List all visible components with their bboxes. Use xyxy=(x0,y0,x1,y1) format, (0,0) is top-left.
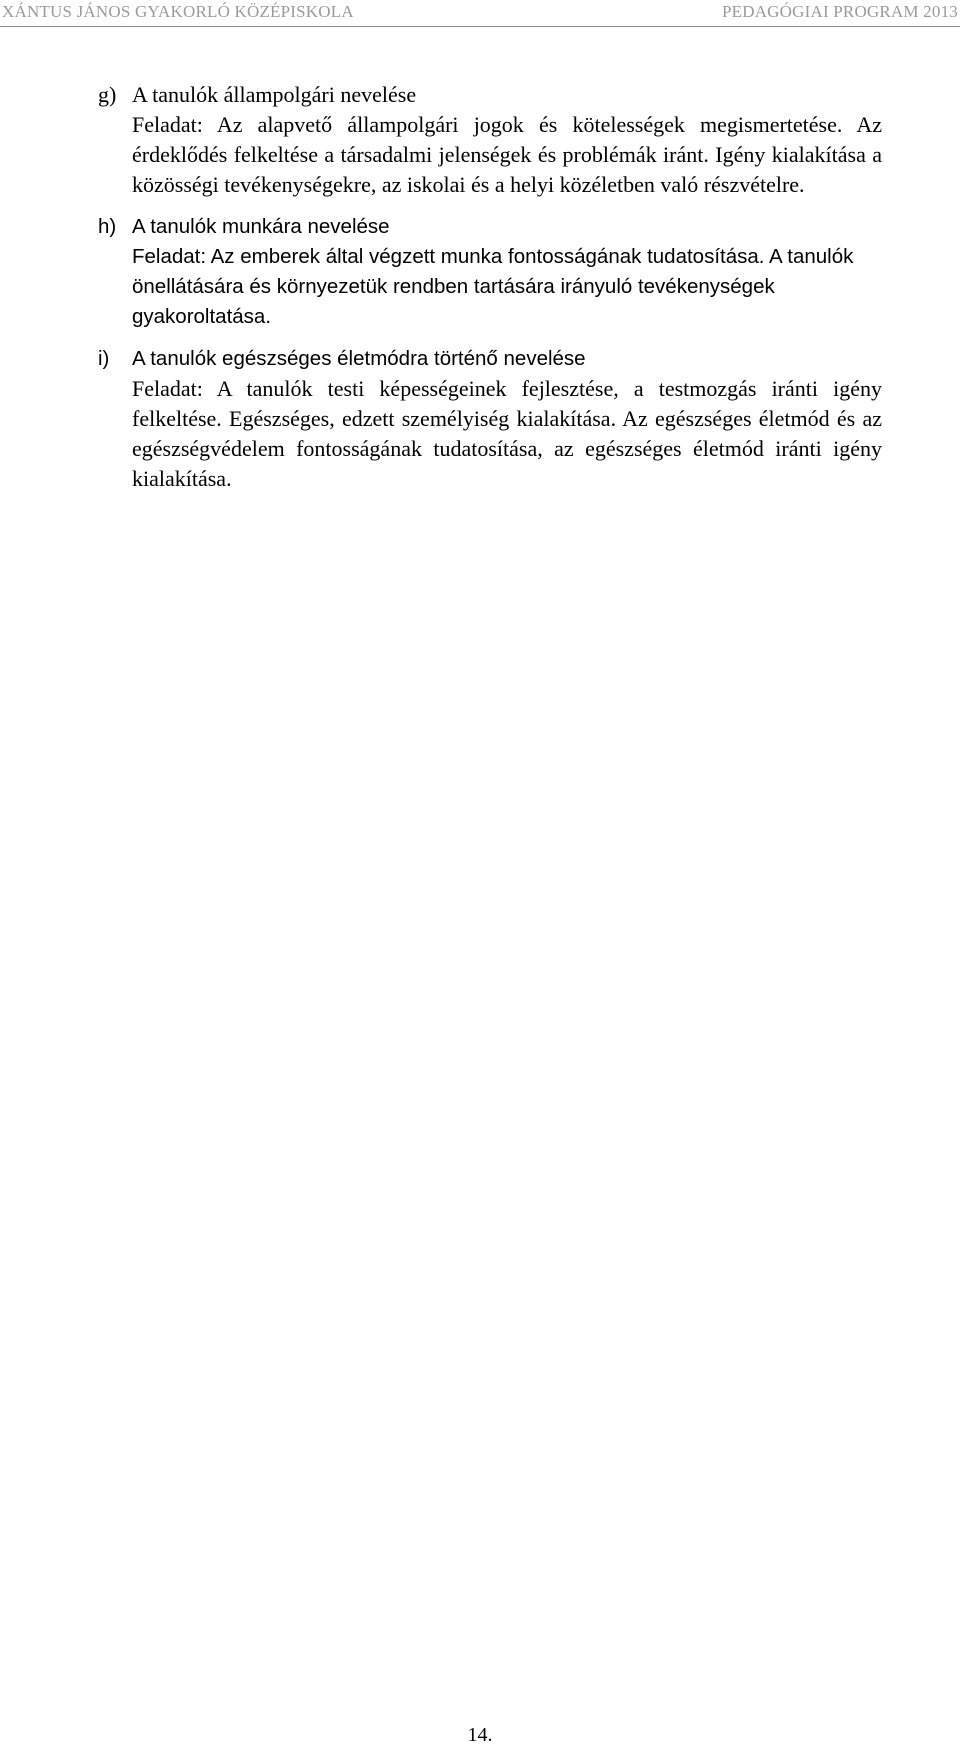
section-text: Feladat: Az emberek által végzett munka fontosságának tudatosítása. A tanulók önellátására és környezetük rendben tartására irányuló tevékenységek gyakoroltatása. xyxy=(132,245,854,328)
header-school-name: XÁNTUS JÁNOS GYAKORLÓ KÖZÉPISKOLA xyxy=(2,2,354,21)
document-body xyxy=(98,80,882,506)
section-g xyxy=(98,80,882,200)
section-marker: h) xyxy=(98,215,117,238)
section-text: Feladat: A tanulók testi képességeinek fejlesztése, a testmozgás iránti igény felkeltése. Egészséges, edzett személyiség kialakítása. Az egészséges életmód és az egészségvédelem fontosságának tudatosítása, az egészséges életmód iránti igény kialakítása. xyxy=(132,376,882,491)
section-marker: i) xyxy=(98,347,110,370)
section-heading xyxy=(98,344,882,374)
section-text: Feladat: Az alapvető állampolgári jogok és kötelességek megismertetése. Az érdeklődés felkeltése a társadalmi jelenségek és problémák iránt. Igény kialakítása a közösségi tevékenységekre, az iskolai és a helyi közéletben való részvételre. xyxy=(132,112,882,197)
header-program-title: PEDAGÓGIAI PROGRAM 2013 xyxy=(721,2,958,21)
section-title: A tanulók állampolgári nevelése xyxy=(132,82,417,107)
section-h xyxy=(98,212,882,332)
section-heading xyxy=(98,212,882,242)
section-heading xyxy=(98,80,882,110)
section-marker: g) xyxy=(98,82,117,107)
header-divider xyxy=(0,26,960,27)
page-header xyxy=(0,0,960,28)
section-title: A tanulók egészséges életmódra történő nevelése xyxy=(132,347,586,370)
section-i xyxy=(98,344,882,494)
page-number: 14. xyxy=(467,1724,493,1746)
section-title: A tanulók munkára nevelése xyxy=(132,215,390,238)
